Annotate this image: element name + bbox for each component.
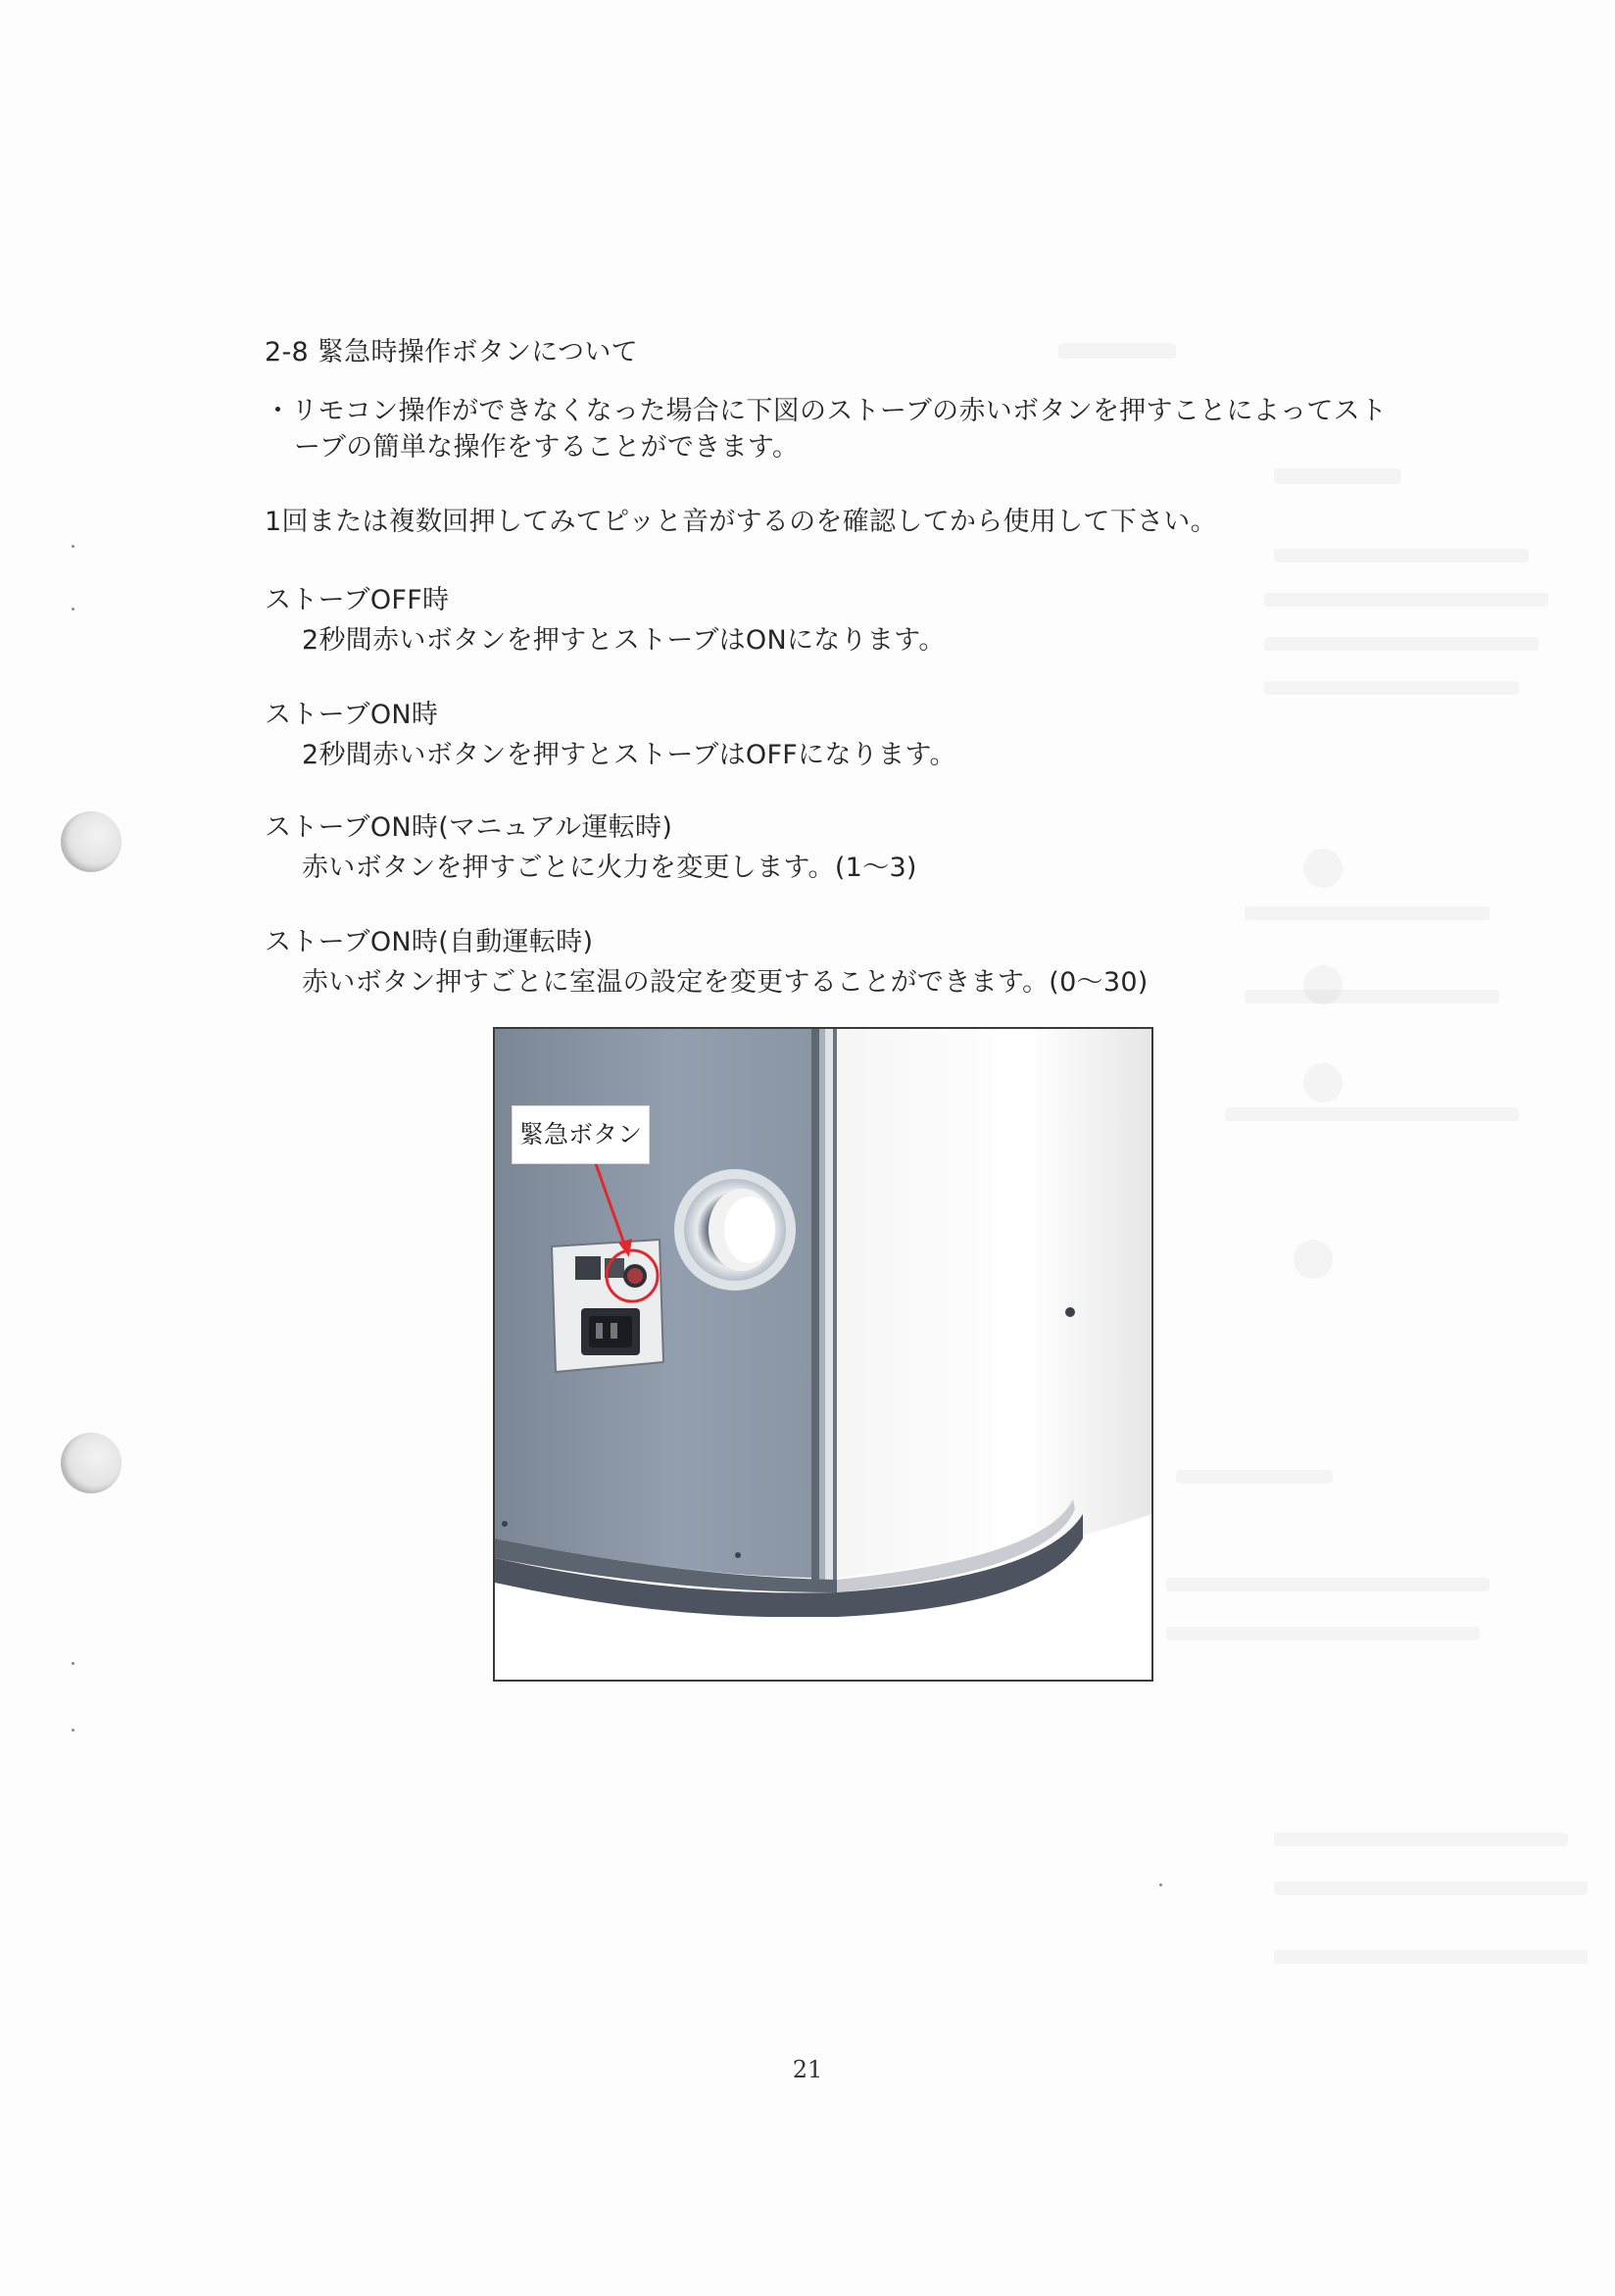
- scan-artifact: [1274, 1832, 1568, 1846]
- item-description: 2秒間赤いボタンを押すとストーブはOFFになります。: [302, 740, 956, 770]
- scan-artifact: [1274, 1881, 1588, 1895]
- scan-artifact: [1303, 965, 1343, 1004]
- scan-artifact: [1303, 849, 1343, 888]
- scan-artifact: [1274, 468, 1401, 484]
- scan-artifact: [1264, 593, 1548, 607]
- scan-speck: [72, 1662, 74, 1665]
- scan-artifact: [1245, 906, 1490, 920]
- item-description: 赤いボタン押すごとに室温の設定を変更することができます。(0～30): [302, 967, 1149, 998]
- scan-speck: [72, 545, 74, 548]
- confirm-instruction: 1回または複数回押してみてピッと音がするのを確認してから使用して下さい。: [265, 507, 1217, 537]
- scan-speck: [72, 608, 74, 611]
- scan-artifact: [1058, 343, 1176, 359]
- scan-artifact: [1294, 1240, 1333, 1279]
- scan-artifact: [1166, 1627, 1480, 1640]
- item-title: ストーブOFF時: [265, 585, 450, 615]
- scan-artifact: [1225, 1107, 1519, 1121]
- scan-artifact: [1166, 1578, 1490, 1591]
- scan-artifact: [1245, 990, 1499, 1003]
- scan-artifact: [1264, 681, 1519, 695]
- item-description: 赤いボタンを押すごとに火力を変更します。(1～3): [302, 853, 917, 883]
- scan-speck: [72, 1729, 74, 1732]
- item-title: ストーブON時: [265, 700, 439, 730]
- intro-line-2: ーブの簡単な操作をすることができます。: [294, 432, 800, 463]
- scan-artifact: [1264, 637, 1539, 651]
- item-title: ストーブON時(自動運転時): [265, 927, 594, 957]
- item-title: ストーブON時(マニュアル運転時): [265, 812, 673, 843]
- punch-hole-top: [61, 811, 122, 872]
- scan-artifact: [1303, 1063, 1343, 1102]
- scan-artifact: [1274, 1950, 1588, 1964]
- emergency-button-callout: 緊急ボタン: [512, 1105, 650, 1164]
- emergency-button-graphic: [627, 1268, 643, 1284]
- stove-figure: [493, 1027, 1153, 1682]
- stove-right-panel: [838, 1029, 1151, 1578]
- section-heading: 2-8 緊急時操作ボタンについて: [265, 337, 638, 367]
- scan-artifact: [1274, 549, 1529, 562]
- scan-artifact: [1176, 1470, 1333, 1484]
- item-description: 2秒間赤いボタンを押すとストーブはONになります。: [302, 625, 946, 656]
- scan-speck: [1159, 1883, 1162, 1886]
- page-number: 21: [792, 2056, 823, 2083]
- punch-hole-bottom: [61, 1433, 122, 1493]
- intro-line-1: ・リモコン操作ができなくなった場合に下図のストーブの赤いボタンを押すことによってスト: [265, 396, 1388, 426]
